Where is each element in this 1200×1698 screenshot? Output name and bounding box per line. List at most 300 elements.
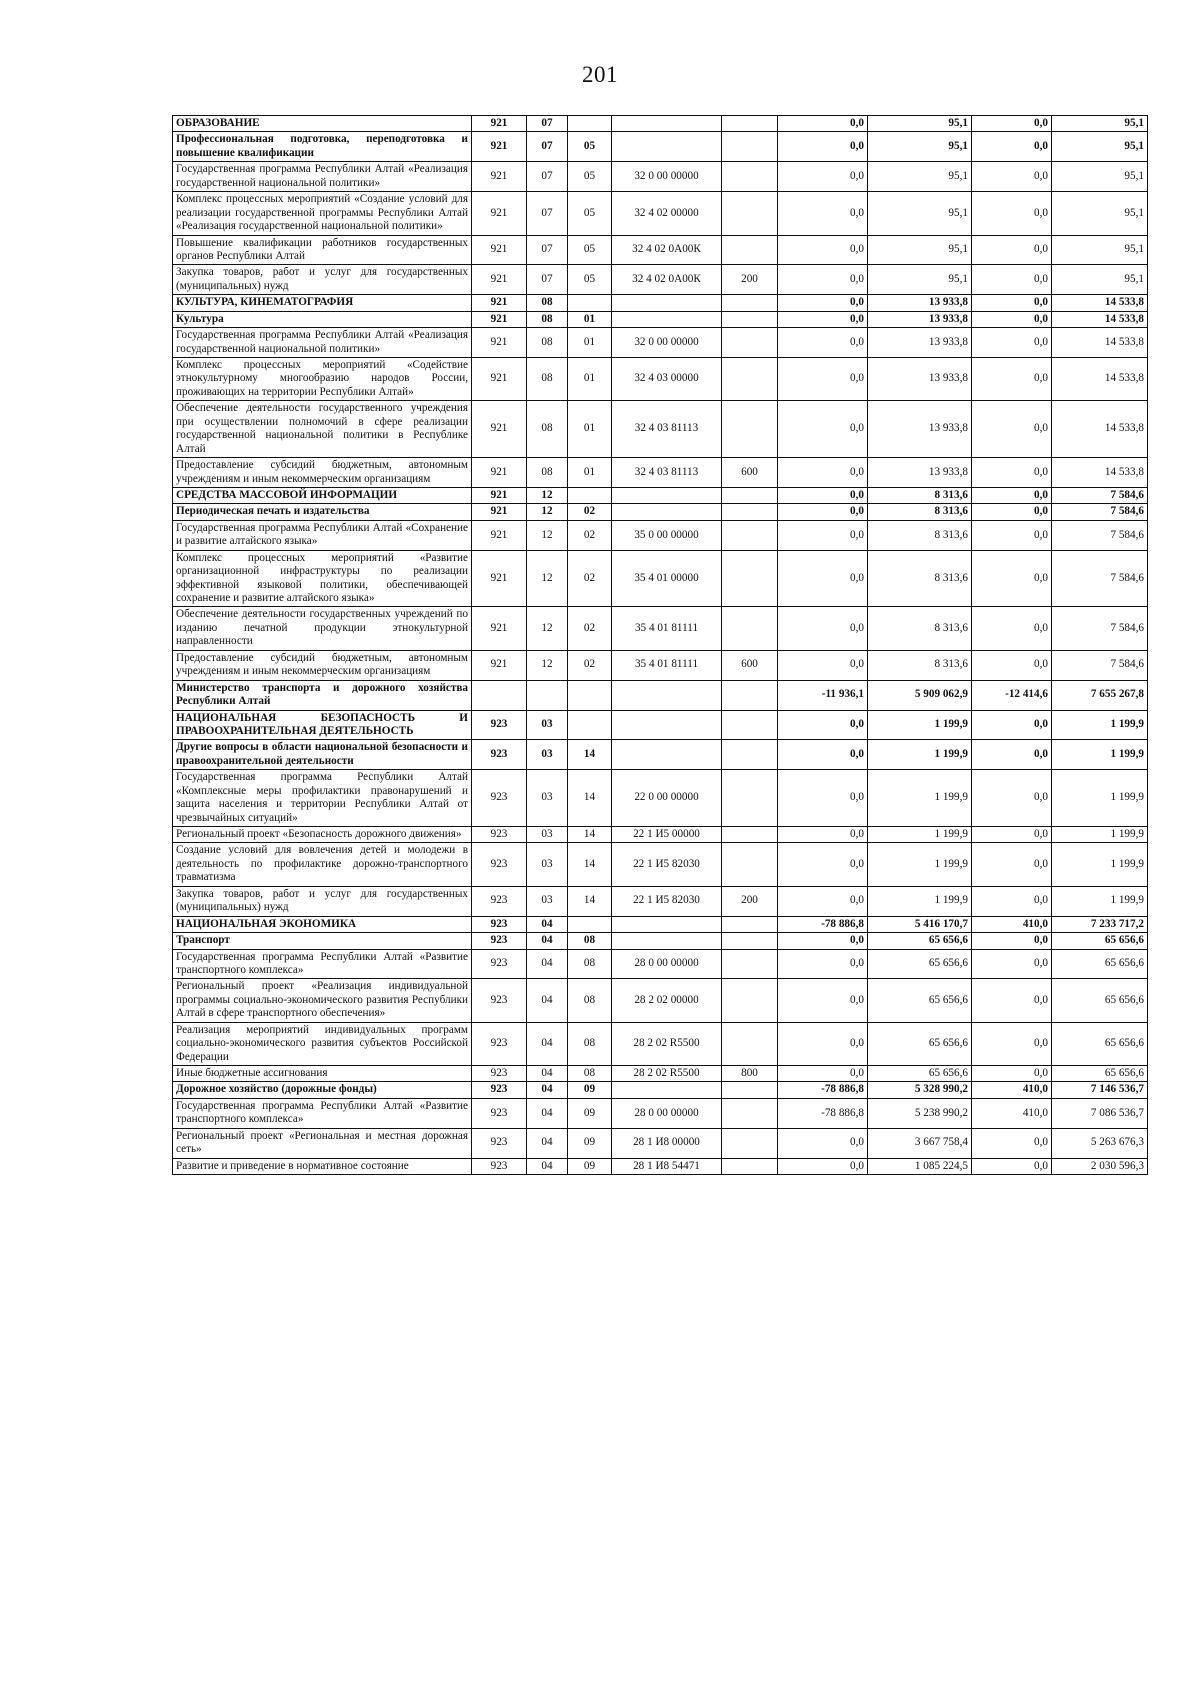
table-row [173,504,1148,520]
row-csr-code [612,504,722,520]
row-amount-2: 5 909 062,9 [868,680,972,710]
row-vr-code: 600 [722,458,778,488]
row-amount-2: 5 238 990,2 [868,1098,972,1128]
row-name: Региональный проект «Безопасность дорожного движения» [173,827,472,843]
row-gr-code: 921 [472,487,527,503]
row-gr-code: 921 [472,607,527,650]
row-amount-4: 7 584,6 [1052,487,1148,503]
row-gr-code: 921 [472,192,527,235]
row-name: Другие вопросы в области национальной безопасности и правоохранительной деятельности [173,740,472,770]
row-rz-code: 12 [527,607,568,650]
row-amount-4: 1 199,9 [1052,827,1148,843]
row-csr-code [612,933,722,949]
row-name: НАЦИОНАЛЬНАЯ ЭКОНОМИКА [173,916,472,932]
row-gr-code [472,680,527,710]
row-rz-code: 04 [527,1082,568,1098]
row-rz-code: 03 [527,886,568,916]
row-pr-code: 05 [568,162,612,192]
row-amount-3: 0,0 [972,311,1052,327]
row-amount-2: 3 667 758,4 [868,1128,972,1158]
row-gr-code: 923 [472,827,527,843]
row-rz-code: 04 [527,949,568,979]
row-name: Государственная программа Республики Алтай «Реализация государственной национальной политики» [173,328,472,358]
row-csr-code: 32 4 02 0А00К [612,265,722,295]
row-amount-4: 65 656,6 [1052,1022,1148,1065]
row-rz-code: 07 [527,162,568,192]
row-gr-code: 923 [472,710,527,740]
row-amount-4: 7 584,6 [1052,520,1148,550]
row-csr-code: 22 1 И5 82030 [612,886,722,916]
row-name: Государственная программа Республики Алтай «Сохранение и развитие алтайского языка» [173,520,472,550]
row-gr-code: 921 [472,504,527,520]
row-vr-code [722,116,778,132]
row-pr-code: 02 [568,650,612,680]
row-pr-code [568,916,612,932]
row-pr-code: 05 [568,192,612,235]
row-pr-code [568,116,612,132]
row-amount-2: 1 199,9 [868,886,972,916]
row-amount-2: 95,1 [868,162,972,192]
row-amount-4: 95,1 [1052,192,1148,235]
row-gr-code: 921 [472,520,527,550]
row-vr-code [722,550,778,607]
row-amount-4: 65 656,6 [1052,979,1148,1022]
row-rz-code: 04 [527,916,568,932]
row-amount-2: 65 656,6 [868,933,972,949]
page-number: 201 [582,62,618,87]
row-rz-code [527,680,568,710]
row-amount-1: 0,0 [778,458,868,488]
row-rz-code: 04 [527,1098,568,1128]
row-amount-1: 0,0 [778,650,868,680]
row-name: Повышение квалификации работников государственных органов Республики Алтай [173,235,472,265]
row-vr-code [722,1158,778,1174]
row-amount-3: 0,0 [972,979,1052,1022]
row-amount-2: 13 933,8 [868,458,972,488]
row-amount-1: 0,0 [778,192,868,235]
row-pr-code: 02 [568,520,612,550]
row-amount-4: 7 584,6 [1052,550,1148,607]
row-amount-3: 0,0 [972,1066,1052,1082]
row-amount-1: 0,0 [778,1066,868,1082]
row-amount-3: 0,0 [972,1158,1052,1174]
row-amount-1: 0,0 [778,1128,868,1158]
row-gr-code: 921 [472,116,527,132]
row-pr-code: 08 [568,949,612,979]
row-name: Закупка товаров, работ и услуг для государственных (муниципальных) нужд [173,265,472,295]
row-amount-1: 0,0 [778,235,868,265]
row-name: Обеспечение деятельности государственного учреждения при осуществлении полномочий в сфере реализации государственной национальной политики в Республике Алтай [173,401,472,458]
row-amount-3: 0,0 [972,116,1052,132]
row-amount-3: 0,0 [972,1128,1052,1158]
table-row [173,235,1148,265]
row-gr-code: 921 [472,401,527,458]
row-amount-1: 0,0 [778,710,868,740]
table-row [173,770,1148,827]
row-name: Закупка товаров, работ и услуг для государственных (муниципальных) нужд [173,886,472,916]
row-name: Государственная программа Республики Алтай «Развитие транспортного комплекса» [173,949,472,979]
row-pr-code: 01 [568,401,612,458]
table-row [173,740,1148,770]
row-gr-code: 923 [472,770,527,827]
row-rz-code: 04 [527,1158,568,1174]
row-vr-code [722,328,778,358]
table-row [173,843,1148,886]
table-row [173,192,1148,235]
table-row [173,979,1148,1022]
row-amount-4: 14 533,8 [1052,458,1148,488]
table-row [173,116,1148,132]
row-pr-code: 02 [568,504,612,520]
row-amount-4: 7 146 536,7 [1052,1082,1148,1098]
row-amount-3: 0,0 [972,520,1052,550]
row-pr-code: 14 [568,886,612,916]
row-amount-4: 95,1 [1052,132,1148,162]
row-pr-code: 02 [568,607,612,650]
row-amount-2: 13 933,8 [868,328,972,358]
row-pr-code: 14 [568,827,612,843]
row-name: СРЕДСТВА МАССОВОЙ ИНФОРМАЦИИ [173,487,472,503]
row-vr-code [722,740,778,770]
row-amount-2: 65 656,6 [868,1022,972,1065]
row-amount-4: 1 199,9 [1052,886,1148,916]
row-amount-3: 0,0 [972,933,1052,949]
row-vr-code [722,504,778,520]
row-csr-code: 32 4 03 00000 [612,358,722,401]
row-amount-1: 0,0 [778,886,868,916]
row-pr-code: 09 [568,1128,612,1158]
row-amount-2: 95,1 [868,235,972,265]
row-amount-2: 1 199,9 [868,770,972,827]
row-amount-2: 1 085 224,5 [868,1158,972,1174]
row-rz-code: 03 [527,740,568,770]
table-row [173,886,1148,916]
table-row [173,916,1148,932]
row-rz-code: 12 [527,520,568,550]
row-amount-3: 0,0 [972,265,1052,295]
row-amount-4: 95,1 [1052,235,1148,265]
table-row [173,680,1148,710]
table-row [173,520,1148,550]
row-amount-4: 65 656,6 [1052,933,1148,949]
row-amount-2: 95,1 [868,265,972,295]
row-csr-code: 28 2 02 R5500 [612,1066,722,1082]
row-amount-2: 95,1 [868,132,972,162]
row-vr-code: 600 [722,650,778,680]
row-csr-code: 22 0 00 00000 [612,770,722,827]
row-name: Транспорт [173,933,472,949]
row-amount-1: 0,0 [778,740,868,770]
row-pr-code: 14 [568,843,612,886]
row-pr-code: 14 [568,770,612,827]
row-amount-4: 2 030 596,3 [1052,1158,1148,1174]
row-name: Комплекс процессных мероприятий «Содействие этнокультурному многообразию народов России, проживающих на территории Республики Алтай» [173,358,472,401]
row-gr-code: 921 [472,295,527,311]
row-csr-code: 28 0 00 00000 [612,1098,722,1128]
row-amount-1: 0,0 [778,358,868,401]
row-name: Обеспечение деятельности государственных учреждений по изданию печатной продукции этнокультурной направленности [173,607,472,650]
row-vr-code: 800 [722,1066,778,1082]
row-amount-2: 8 313,6 [868,550,972,607]
row-pr-code [568,710,612,740]
row-amount-1: 0,0 [778,949,868,979]
row-pr-code [568,295,612,311]
row-csr-code: 22 1 И5 00000 [612,827,722,843]
row-vr-code [722,401,778,458]
row-vr-code [722,192,778,235]
row-vr-code [722,770,778,827]
row-rz-code: 07 [527,235,568,265]
row-gr-code: 921 [472,162,527,192]
row-vr-code: 200 [722,886,778,916]
row-rz-code: 04 [527,1022,568,1065]
table-row [173,295,1148,311]
row-vr-code [722,358,778,401]
row-amount-3: 0,0 [972,843,1052,886]
row-name: Создание условий для вовлечения детей и молодежи в деятельность по профилактике дорожно-транспортного травматизма [173,843,472,886]
row-amount-1: -78 886,8 [778,1082,868,1098]
row-csr-code: 32 4 02 00000 [612,192,722,235]
row-amount-3: 0,0 [972,740,1052,770]
row-csr-code: 32 4 03 81113 [612,401,722,458]
row-gr-code: 923 [472,886,527,916]
row-pr-code: 05 [568,265,612,295]
row-csr-code: 32 4 02 0А00К [612,235,722,265]
row-amount-1: 0,0 [778,132,868,162]
row-amount-4: 14 533,8 [1052,311,1148,327]
row-vr-code [722,949,778,979]
row-vr-code [722,710,778,740]
row-amount-2: 13 933,8 [868,295,972,311]
row-amount-3: 0,0 [972,192,1052,235]
row-pr-code: 08 [568,1066,612,1082]
row-amount-3: 0,0 [972,328,1052,358]
row-vr-code [722,520,778,550]
row-amount-4: 1 199,9 [1052,740,1148,770]
row-vr-code [722,162,778,192]
row-rz-code: 12 [527,550,568,607]
row-amount-4: 14 533,8 [1052,358,1148,401]
row-gr-code: 923 [472,979,527,1022]
row-rz-code: 04 [527,1128,568,1158]
row-rz-code: 07 [527,265,568,295]
row-name: Иные бюджетные ассигнования [173,1066,472,1082]
row-amount-3: 410,0 [972,1098,1052,1128]
row-amount-1: 0,0 [778,311,868,327]
row-amount-2: 8 313,6 [868,607,972,650]
row-amount-1: 0,0 [778,1022,868,1065]
table-row [173,933,1148,949]
row-vr-code [722,916,778,932]
row-amount-3: 0,0 [972,235,1052,265]
table-row [173,1082,1148,1098]
row-name: Региональный проект «Реализация индивидуальной программы социально-экономического развития Республики Алтай в сфере транспортного обеспечения» [173,979,472,1022]
row-amount-2: 95,1 [868,116,972,132]
row-amount-1: 0,0 [778,1158,868,1174]
row-amount-2: 1 199,9 [868,740,972,770]
row-pr-code: 02 [568,550,612,607]
row-gr-code: 923 [472,843,527,886]
row-rz-code: 12 [527,504,568,520]
row-rz-code: 08 [527,401,568,458]
row-amount-3: 0,0 [972,487,1052,503]
row-csr-code [612,116,722,132]
table-row [173,550,1148,607]
row-gr-code: 923 [472,740,527,770]
row-vr-code [722,979,778,1022]
row-amount-4: 95,1 [1052,162,1148,192]
row-amount-3: 0,0 [972,132,1052,162]
row-vr-code [722,607,778,650]
row-amount-1: 0,0 [778,295,868,311]
row-amount-2: 8 313,6 [868,504,972,520]
row-csr-code: 28 1 И8 00000 [612,1128,722,1158]
table-row [173,401,1148,458]
row-amount-3: 0,0 [972,295,1052,311]
row-vr-code [722,1082,778,1098]
row-pr-code: 01 [568,458,612,488]
row-gr-code: 923 [472,1022,527,1065]
row-rz-code: 07 [527,132,568,162]
row-amount-2: 1 199,9 [868,710,972,740]
row-amount-1: 0,0 [778,979,868,1022]
row-amount-4: 7 584,6 [1052,607,1148,650]
row-name: Предоставление субсидий бюджетным, автономным учреждениям и иным некоммерческим организациям [173,650,472,680]
row-amount-2: 5 416 170,7 [868,916,972,932]
row-amount-4: 7 655 267,8 [1052,680,1148,710]
row-amount-4: 95,1 [1052,116,1148,132]
row-gr-code: 921 [472,550,527,607]
row-amount-1: 0,0 [778,770,868,827]
table-row [173,162,1148,192]
row-rz-code: 04 [527,933,568,949]
row-amount-3: 0,0 [972,401,1052,458]
row-amount-1: -78 886,8 [778,1098,868,1128]
row-csr-code: 35 0 00 00000 [612,520,722,550]
row-name: Профессиональная подготовка, переподготовка и повышение квалификации [173,132,472,162]
row-amount-2: 13 933,8 [868,401,972,458]
row-amount-2: 65 656,6 [868,949,972,979]
row-vr-code [722,487,778,503]
row-pr-code: 09 [568,1098,612,1128]
row-rz-code: 03 [527,770,568,827]
table-row [173,487,1148,503]
table-row [173,132,1148,162]
table-row [173,358,1148,401]
row-vr-code [722,680,778,710]
row-amount-4: 7 233 717,2 [1052,916,1148,932]
row-pr-code: 09 [568,1158,612,1174]
row-name: Государственная программа Республики Алтай «Комплексные меры профилактики правонарушений и защита населения и территории Республики Алтай от чрезвычайных ситуаций» [173,770,472,827]
row-gr-code: 921 [472,458,527,488]
row-gr-code: 923 [472,1098,527,1128]
row-csr-code: 32 0 00 00000 [612,162,722,192]
row-gr-code: 923 [472,933,527,949]
row-vr-code: 200 [722,265,778,295]
row-rz-code: 08 [527,311,568,327]
row-csr-code [612,740,722,770]
row-gr-code: 921 [472,358,527,401]
row-csr-code [612,916,722,932]
table-row [173,1022,1148,1065]
row-gr-code: 923 [472,1082,527,1098]
row-name: Государственная программа Республики Алтай «Реализация государственной национальной политики» [173,162,472,192]
table-row [173,650,1148,680]
row-csr-code: 35 4 01 81111 [612,607,722,650]
row-amount-3: 0,0 [972,886,1052,916]
row-rz-code: 08 [527,358,568,401]
row-amount-1: 0,0 [778,827,868,843]
table-row [173,1098,1148,1128]
row-pr-code: 01 [568,328,612,358]
row-amount-1: 0,0 [778,487,868,503]
row-amount-3: -12 414,6 [972,680,1052,710]
row-gr-code: 923 [472,1128,527,1158]
row-csr-code: 28 1 И8 54471 [612,1158,722,1174]
row-amount-2: 65 656,6 [868,1066,972,1082]
row-amount-2: 8 313,6 [868,520,972,550]
row-amount-2: 8 313,6 [868,487,972,503]
row-csr-code: 28 2 02 00000 [612,979,722,1022]
row-amount-4: 95,1 [1052,265,1148,295]
row-amount-3: 0,0 [972,504,1052,520]
row-amount-3: 0,0 [972,1022,1052,1065]
row-pr-code: 09 [568,1082,612,1098]
table-row [173,710,1148,740]
row-pr-code: 08 [568,933,612,949]
row-pr-code: 05 [568,235,612,265]
row-amount-2: 95,1 [868,192,972,235]
row-amount-3: 0,0 [972,770,1052,827]
row-csr-code [612,710,722,740]
row-pr-code: 08 [568,1022,612,1065]
row-amount-2: 13 933,8 [868,358,972,401]
row-rz-code: 07 [527,192,568,235]
row-amount-4: 1 199,9 [1052,843,1148,886]
table-row [173,458,1148,488]
row-gr-code: 921 [472,265,527,295]
row-rz-code: 07 [527,116,568,132]
row-gr-code: 921 [472,328,527,358]
row-vr-code [722,235,778,265]
row-name: НАЦИОНАЛЬНАЯ БЕЗОПАСНОСТЬ И ПРАВООХРАНИТЕЛЬНАЯ ДЕЯТЕЛЬНОСТЬ [173,710,472,740]
row-pr-code: 01 [568,358,612,401]
table-row [173,827,1148,843]
row-amount-4: 1 199,9 [1052,710,1148,740]
row-amount-3: 0,0 [972,607,1052,650]
row-amount-1: 0,0 [778,504,868,520]
row-amount-3: 0,0 [972,358,1052,401]
row-amount-1: 0,0 [778,933,868,949]
row-amount-2: 13 933,8 [868,311,972,327]
row-amount-3: 0,0 [972,827,1052,843]
row-csr-code: 22 1 И5 82030 [612,843,722,886]
row-rz-code: 04 [527,979,568,1022]
row-name: Развитие и приведение в нормативное состояние [173,1158,472,1174]
row-amount-1: 0,0 [778,265,868,295]
row-amount-3: 0,0 [972,710,1052,740]
row-name: ОБРАЗОВАНИЕ [173,116,472,132]
table-row [173,607,1148,650]
row-name: Региональный проект «Региональная и местная дорожная сеть» [173,1128,472,1158]
row-csr-code [612,680,722,710]
table-row [173,1128,1148,1158]
row-amount-1: 0,0 [778,116,868,132]
row-vr-code [722,827,778,843]
row-rz-code: 04 [527,1066,568,1082]
row-amount-3: 0,0 [972,162,1052,192]
row-amount-4: 7 584,6 [1052,504,1148,520]
